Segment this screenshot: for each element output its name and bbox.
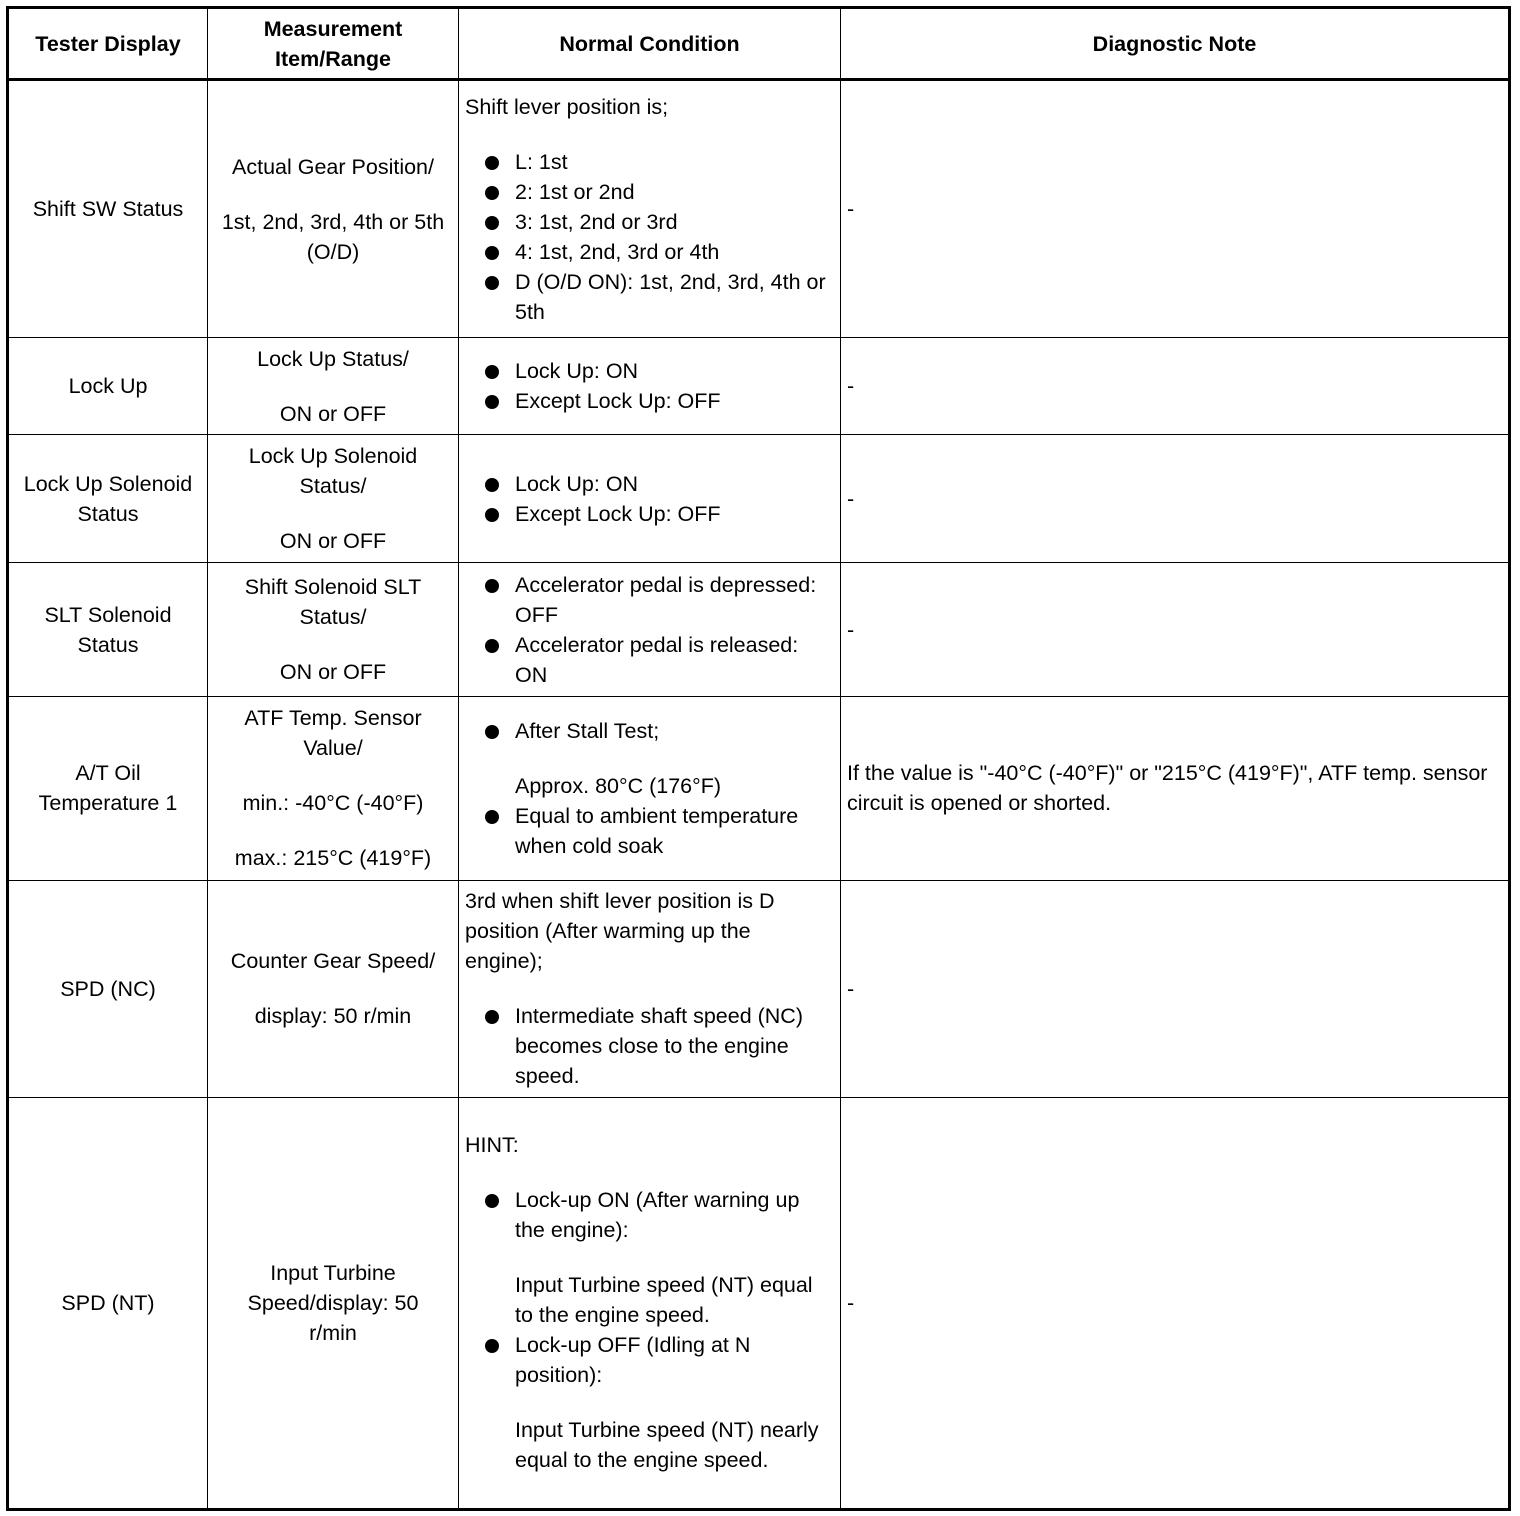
tester-display-text: Lock Up (68, 374, 148, 399)
tester-display-text: Lock Up Solenoid Status (23, 471, 193, 526)
spacer (212, 818, 454, 843)
condition-bullet-item (465, 207, 834, 237)
table-row (8, 80, 1510, 338)
condition-bullet-item (465, 801, 834, 861)
measurement-cell (208, 435, 459, 563)
measurement-cell (208, 563, 459, 697)
measurement-text: Counter Gear Speed/ (230, 949, 436, 974)
measurement-text: max.: 215°C (419°F) (234, 846, 432, 871)
table-row (8, 880, 1510, 1097)
table-row (8, 563, 1510, 697)
condition-lead-text: Shift lever position is; (465, 94, 669, 119)
tester-display-text: SPD (NT) (61, 1290, 155, 1315)
condition-bullet-item (465, 356, 834, 386)
condition-bullet-text: Accelerator pedal is released: ON (515, 632, 799, 687)
diagnostic-note-cell (841, 697, 1510, 880)
measurement-text: Lock Up Status/ (257, 346, 409, 371)
spacer (212, 182, 454, 207)
condition-bullet-subtext: Input Turbine speed (NT) nearly equal to the engine speed. (515, 1418, 819, 1473)
measurement-text: Input Turbine Speed/display: 50 r/min (247, 1260, 419, 1345)
spacer (212, 763, 454, 788)
header-tester-display: Tester Display (8, 8, 208, 80)
condition-bullet-subtext: Input Turbine speed (NT) equal to the engine speed. (515, 1273, 813, 1328)
tester-display-text: SLT Solenoid Status (44, 602, 172, 657)
condition-bullet-list (465, 1185, 834, 1475)
tester-display-cell (8, 80, 208, 338)
diagnostic-note-text: - (847, 486, 855, 511)
tester-display-cell (8, 435, 208, 563)
condition-bullet-text: Lock Up: ON (515, 471, 639, 496)
diagnostic-note-cell (841, 338, 1510, 435)
diagnostic-note-text: - (847, 374, 855, 399)
measurement-cell (208, 80, 459, 338)
condition-bullet-text: Lock Up: ON (515, 359, 639, 384)
table-header (8, 8, 1510, 80)
diagnostic-note-text: - (847, 1290, 855, 1315)
measurement-text: Shift Solenoid SLT Status/ (244, 575, 422, 630)
condition-bullet-text: Lock-up OFF (Idling at N position): (515, 1333, 751, 1388)
header-normal-condition: Normal Condition (459, 8, 841, 80)
condition-bullet-item (465, 147, 834, 177)
diagnostic-data-table (6, 6, 1511, 1511)
measurement-text: 1st, 2nd, 3rd, 4th or 5th (O/D) (221, 209, 445, 264)
normal-condition-cell (459, 697, 841, 880)
condition-bullet-text: L: 1st (515, 149, 568, 174)
measurement-cell (208, 338, 459, 435)
diagnostic-note-cell (841, 1097, 1510, 1509)
condition-bullet-item (465, 1330, 834, 1390)
tester-display-text: Shift SW Status (32, 197, 184, 222)
condition-bullet-text: Accelerator pedal is depressed: OFF (515, 572, 817, 627)
condition-bullet-item (465, 469, 834, 499)
spacer (214, 976, 452, 1001)
condition-bullet-text: After Stall Test; (515, 718, 660, 743)
diagnostic-note-text: - (847, 197, 855, 222)
measurement-cell (208, 697, 459, 880)
condition-bullet-text: 4: 1st, 2nd, 3rd or 4th (515, 239, 720, 264)
tester-display-cell (8, 563, 208, 697)
spacer (465, 122, 834, 147)
diagnostic-note-text: - (847, 617, 855, 642)
tester-display-cell (8, 1097, 208, 1509)
header-row (8, 8, 1510, 80)
measurement-text: ON or OFF (279, 660, 387, 685)
table-row (8, 338, 1510, 435)
normal-condition-cell (459, 435, 841, 563)
measurement-cell (208, 1097, 459, 1509)
condition-bullet-text: 2: 1st or 2nd (515, 179, 635, 204)
diagnostic-note-text: If the value is "-40°C (-40°F)" or "215°C (419°F)", ATF temp. sensor circuit is opened or shorted. (847, 761, 1488, 816)
table-row (8, 1097, 1510, 1509)
measurement-text: Actual Gear Position/ (232, 154, 434, 179)
measurement-text: ATF Temp. Sensor Value/ (244, 706, 422, 761)
condition-bullet-text: D (O/D ON): 1st, 2nd, 3rd, 4th or 5th (515, 269, 826, 324)
tester-display-cell (8, 338, 208, 435)
normal-condition-cell (459, 1097, 841, 1509)
normal-condition-cell (459, 880, 841, 1097)
spacer (465, 976, 834, 1001)
condition-bullet-item (465, 570, 834, 630)
condition-bullet-item (465, 716, 834, 746)
condition-lead-text: HINT: (465, 1133, 519, 1158)
header-diagnostic-note: Diagnostic Note (841, 8, 1510, 80)
condition-bullet-text: 3: 1st, 2nd or 3rd (515, 209, 678, 234)
condition-bullet-text: Except Lock Up: OFF (515, 501, 721, 526)
condition-bullet-text: Except Lock Up: OFF (515, 389, 721, 414)
condition-bullet-list (465, 469, 834, 529)
condition-bullet-item (465, 177, 834, 207)
condition-bullet-item (465, 267, 834, 327)
spacer (465, 1160, 834, 1185)
measurement-text: Lock Up Solenoid Status/ (248, 444, 418, 499)
measurement-text: display: 50 r/min (254, 1004, 412, 1029)
condition-bullet-text: Lock-up ON (After warning up the engine): (515, 1188, 800, 1243)
measurement-text: ON or OFF (279, 401, 387, 426)
table-body (8, 80, 1510, 1510)
spacer (228, 501, 438, 526)
condition-bullet-text: Equal to ambient temperature when cold soak (515, 803, 799, 858)
normal-condition-cell (459, 338, 841, 435)
condition-bullet-list (465, 356, 834, 416)
diagnostic-note-cell (841, 880, 1510, 1097)
condition-bullet-list (465, 570, 834, 690)
condition-bullet-item (465, 237, 834, 267)
condition-lead-text: 3rd when shift lever position is D position (After warming up the engine); (465, 889, 775, 974)
condition-bullet-item (465, 499, 834, 529)
condition-bullet-list (465, 147, 834, 327)
diagnostic-note-cell (841, 80, 1510, 338)
condition-bullet-list (465, 716, 834, 861)
measurement-text: min.: -40°C (-40°F) (242, 791, 424, 816)
measurement-text: ON or OFF (279, 529, 387, 554)
condition-bullet-item (465, 386, 834, 416)
condition-bullet-subtext: Approx. 80°C (176°F) (515, 773, 722, 798)
condition-bullet-item (465, 1001, 834, 1091)
measurement-cell (208, 880, 459, 1097)
table-row (8, 435, 1510, 563)
spacer (214, 374, 452, 399)
condition-bullet-item (465, 630, 834, 690)
condition-bullet-list (465, 1001, 834, 1091)
diagnostic-note-cell (841, 435, 1510, 563)
normal-condition-cell (459, 80, 841, 338)
spacer (214, 632, 452, 657)
header-measurement-item: Measurement Item/Range (208, 8, 459, 80)
tester-display-cell (8, 880, 208, 1097)
table-row (8, 697, 1510, 880)
tester-display-cell (8, 697, 208, 880)
tester-display-text: A/T Oil Temperature 1 (38, 761, 178, 816)
condition-bullet-item (465, 1185, 834, 1245)
condition-bullet-text: Intermediate shaft speed (NC) becomes close to the engine speed. (515, 1004, 803, 1089)
tester-display-text: SPD (NC) (60, 976, 156, 1001)
diagnostic-note-text: - (847, 976, 855, 1001)
diagnostic-note-cell (841, 563, 1510, 697)
normal-condition-cell (459, 563, 841, 697)
